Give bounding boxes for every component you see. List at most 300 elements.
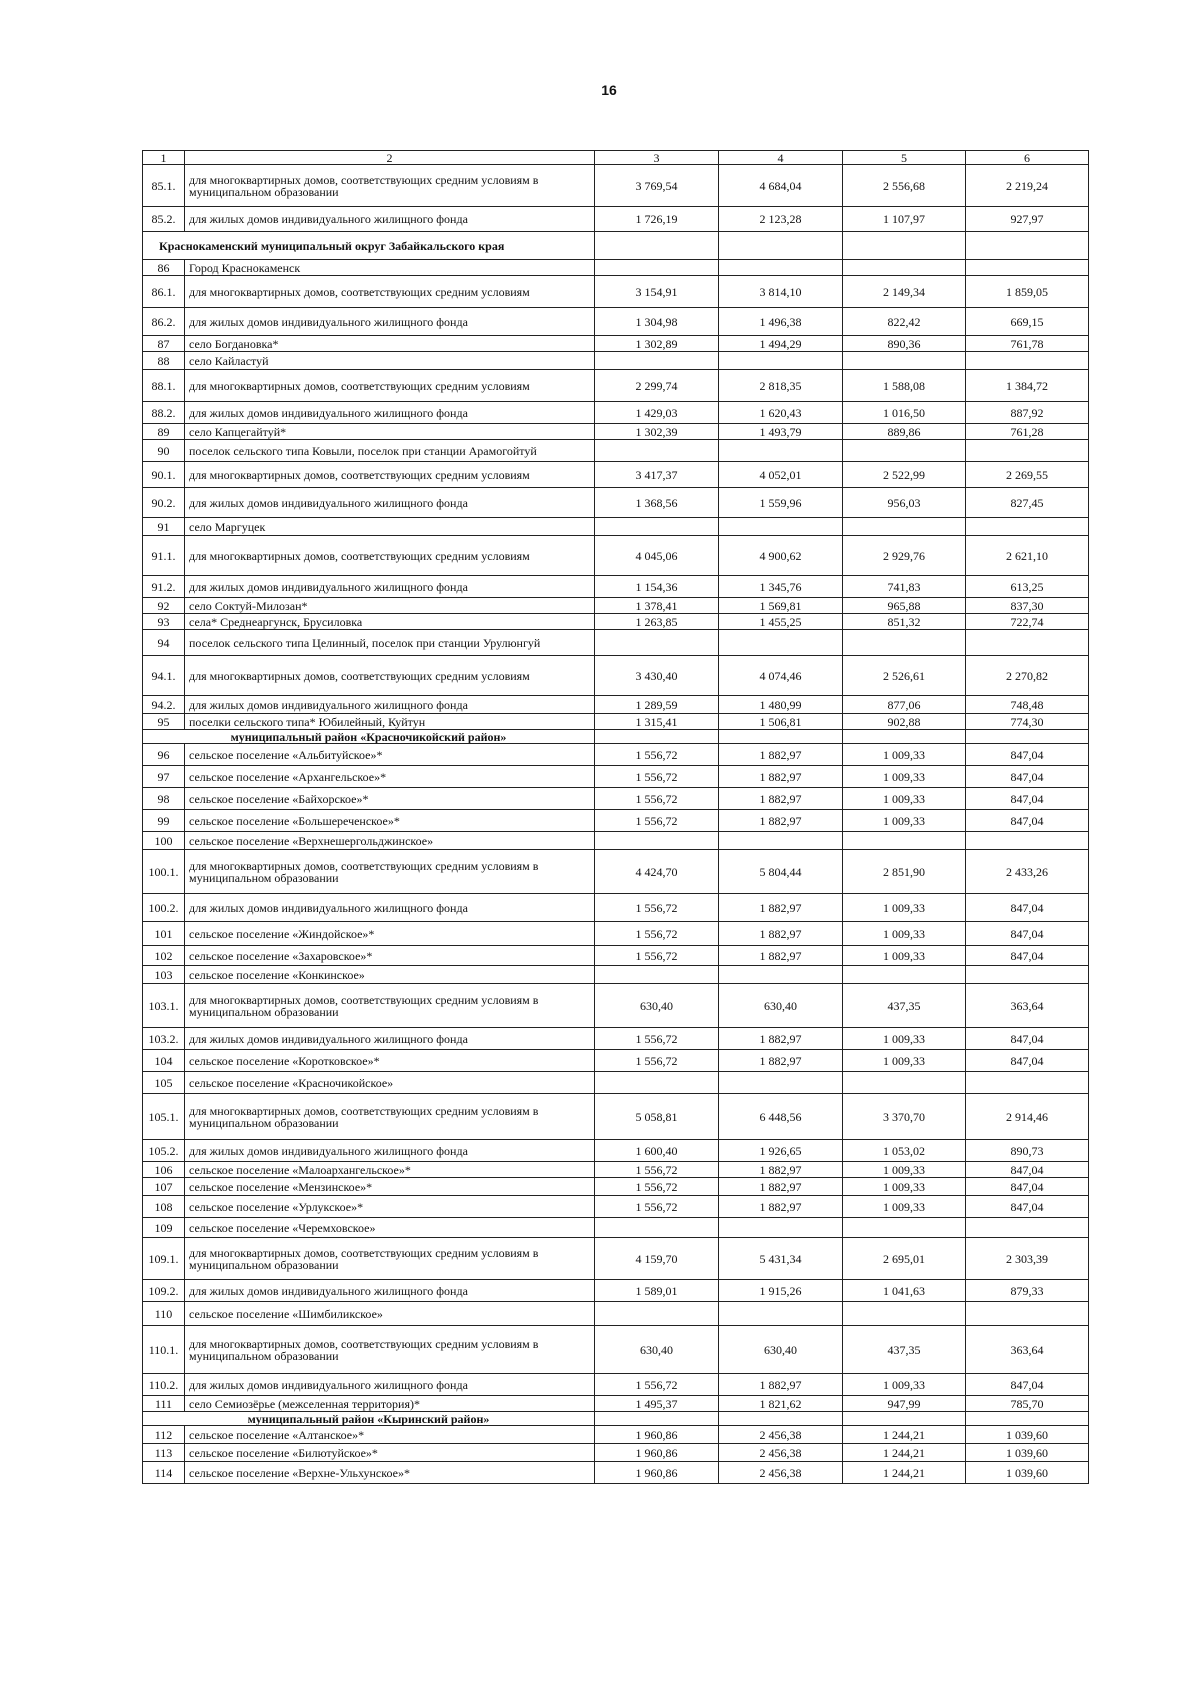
table-row [143, 1280, 1089, 1302]
section-row [143, 1412, 1089, 1426]
value-cell: 363,64 [966, 984, 1089, 1028]
row-number: 91.2. [143, 576, 185, 598]
row-label: для многоквартирных домов, соответствующих средним условиям [185, 536, 595, 576]
empty-cell [966, 232, 1089, 260]
value-cell: 1 821,62 [719, 1396, 843, 1412]
table-row [143, 766, 1089, 788]
value-cell: 2 303,39 [966, 1238, 1089, 1280]
value-cell: 1 882,97 [719, 1162, 843, 1178]
value-cell [719, 630, 843, 656]
row-label: поселки сельского типа* Юбилейный, Куйтун [185, 714, 595, 730]
value-cell: 1 009,33 [843, 1178, 966, 1196]
row-label: для жилых домов индивидуального жилищного фонда [185, 696, 595, 714]
value-cell [843, 1218, 966, 1238]
value-cell: 847,04 [966, 788, 1089, 810]
value-cell: 1 455,25 [719, 614, 843, 630]
value-cell: 1 556,72 [595, 1162, 719, 1178]
row-label: село Богдановка* [185, 336, 595, 352]
value-cell: 3 430,40 [595, 656, 719, 696]
value-cell [966, 832, 1089, 850]
row-number: 109.1. [143, 1238, 185, 1280]
column-header: 1 [143, 151, 185, 165]
value-cell [966, 1302, 1089, 1326]
value-cell: 2 695,01 [843, 1238, 966, 1280]
row-label: сельское поселение «Байхорское»* [185, 788, 595, 810]
value-cell: 4 045,06 [595, 536, 719, 576]
value-cell: 761,78 [966, 336, 1089, 352]
section-row [143, 730, 1089, 744]
table-row [143, 207, 1089, 232]
section-title: Краснокаменский муниципальный округ Забайкальского края [143, 232, 595, 260]
value-cell: 1 495,37 [595, 1396, 719, 1412]
row-number: 98 [143, 788, 185, 810]
empty-cell [843, 232, 966, 260]
value-cell: 1 882,97 [719, 1374, 843, 1396]
row-number: 86.2. [143, 308, 185, 336]
value-cell: 1 039,60 [966, 1444, 1089, 1462]
value-cell [595, 832, 719, 850]
table-row [143, 832, 1089, 850]
value-cell: 1 556,72 [595, 1374, 719, 1396]
row-label: для многоквартирных домов, соответствующих средним условиям в муниципальном образовании [185, 1326, 595, 1374]
value-cell: 1 915,26 [719, 1280, 843, 1302]
row-number: 105.1. [143, 1094, 185, 1140]
value-cell: 1 859,05 [966, 276, 1089, 308]
value-cell: 2 818,35 [719, 370, 843, 402]
value-cell: 1 556,72 [595, 1050, 719, 1072]
value-cell: 1 882,97 [719, 1196, 843, 1218]
row-number: 111 [143, 1396, 185, 1412]
value-cell [843, 832, 966, 850]
row-number: 94 [143, 630, 185, 656]
table-row [143, 488, 1089, 518]
value-cell: 2 269,55 [966, 462, 1089, 488]
value-cell: 1 009,33 [843, 894, 966, 922]
empty-cell [843, 730, 966, 744]
value-cell: 630,40 [719, 984, 843, 1028]
row-number: 100 [143, 832, 185, 850]
table-row [143, 1050, 1089, 1072]
value-cell: 889,86 [843, 424, 966, 440]
row-label: сельское поселение «Жиндойское»* [185, 922, 595, 946]
value-cell: 1 384,72 [966, 370, 1089, 402]
value-cell: 748,48 [966, 696, 1089, 714]
value-cell: 1 244,21 [843, 1426, 966, 1444]
table-row [143, 850, 1089, 894]
row-label: для многоквартирных домов, соответствующих средним условиям [185, 276, 595, 308]
row-label: для многоквартирных домов, соответствующих средним условиям в муниципальном образовании [185, 1238, 595, 1280]
row-number: 103 [143, 966, 185, 984]
row-label: село Соктуй-Милозан* [185, 598, 595, 614]
value-cell: 1 009,33 [843, 788, 966, 810]
value-cell: 1 882,97 [719, 810, 843, 832]
row-label: для жилых домов индивидуального жилищного фонда [185, 1140, 595, 1162]
empty-cell [719, 1412, 843, 1426]
value-cell: 1 480,99 [719, 696, 843, 714]
value-cell [843, 260, 966, 276]
value-cell [843, 518, 966, 536]
value-cell: 1 960,86 [595, 1444, 719, 1462]
table-row [143, 1444, 1089, 1462]
value-cell: 847,04 [966, 922, 1089, 946]
table-row [143, 1462, 1089, 1484]
value-cell [719, 260, 843, 276]
value-cell: 847,04 [966, 1374, 1089, 1396]
table-row [143, 370, 1089, 402]
value-cell: 1 378,41 [595, 598, 719, 614]
row-label: для жилых домов индивидуального жилищного фонда [185, 576, 595, 598]
row-number: 112 [143, 1426, 185, 1444]
row-number: 94.1. [143, 656, 185, 696]
value-cell [966, 440, 1089, 462]
value-cell: 1 882,97 [719, 894, 843, 922]
row-number: 100.2. [143, 894, 185, 922]
value-cell: 3 154,91 [595, 276, 719, 308]
empty-cell [595, 232, 719, 260]
row-label: поселок сельского типа Ковыли, поселок при станции Арамогойтуй [185, 440, 595, 462]
value-cell: 1 559,96 [719, 488, 843, 518]
row-number: 96 [143, 744, 185, 766]
value-cell: 2 929,76 [843, 536, 966, 576]
row-number: 105 [143, 1072, 185, 1094]
value-cell: 1 960,86 [595, 1426, 719, 1444]
value-cell: 1 429,03 [595, 402, 719, 424]
value-cell [719, 1302, 843, 1326]
table-row [143, 308, 1089, 336]
row-label: Город Краснокаменск [185, 260, 595, 276]
row-number: 85.2. [143, 207, 185, 232]
table-row [143, 946, 1089, 966]
value-cell: 3 769,54 [595, 165, 719, 207]
value-cell: 827,45 [966, 488, 1089, 518]
table-row [143, 536, 1089, 576]
row-number: 109.2. [143, 1280, 185, 1302]
table-row [143, 810, 1089, 832]
value-cell: 1 039,60 [966, 1462, 1089, 1484]
row-label: сельское поселение «Верхне-Ульхунское»* [185, 1462, 595, 1484]
value-cell [966, 352, 1089, 370]
value-cell: 847,04 [966, 1028, 1089, 1050]
empty-cell [966, 730, 1089, 744]
value-cell: 890,73 [966, 1140, 1089, 1162]
table-row [143, 966, 1089, 984]
row-number: 85.1. [143, 165, 185, 207]
table-row [143, 744, 1089, 766]
value-cell: 1 315,41 [595, 714, 719, 730]
value-cell: 847,04 [966, 1178, 1089, 1196]
row-label: для жилых домов индивидуального жилищного фонда [185, 1280, 595, 1302]
value-cell: 822,42 [843, 308, 966, 336]
value-cell: 2 526,61 [843, 656, 966, 696]
value-cell: 2 851,90 [843, 850, 966, 894]
value-cell: 2 270,82 [966, 656, 1089, 696]
column-header: 2 [185, 151, 595, 165]
value-cell: 851,32 [843, 614, 966, 630]
table-row [143, 440, 1089, 462]
row-label: сельское поселение «Конкинское» [185, 966, 595, 984]
value-cell [966, 966, 1089, 984]
value-cell: 5 058,81 [595, 1094, 719, 1140]
row-number: 93 [143, 614, 185, 630]
value-cell: 847,04 [966, 946, 1089, 966]
value-cell: 1 556,72 [595, 1178, 719, 1196]
table-row [143, 984, 1089, 1028]
table-row [143, 336, 1089, 352]
value-cell: 2 456,38 [719, 1426, 843, 1444]
value-cell: 5 431,34 [719, 1238, 843, 1280]
empty-cell [966, 1412, 1089, 1426]
table-row [143, 1140, 1089, 1162]
row-number: 99 [143, 810, 185, 832]
tariff-table [142, 150, 1089, 1484]
table-row [143, 1028, 1089, 1050]
value-cell: 1 882,97 [719, 946, 843, 966]
row-label: сельское поселение «Захаровское»* [185, 946, 595, 966]
row-label: для жилых домов индивидуального жилищного фонда [185, 1374, 595, 1396]
value-cell: 1 009,33 [843, 744, 966, 766]
value-cell [719, 832, 843, 850]
value-cell [719, 966, 843, 984]
table-row [143, 1094, 1089, 1140]
table-row [143, 1374, 1089, 1396]
value-cell: 2 456,38 [719, 1462, 843, 1484]
value-cell: 4 052,01 [719, 462, 843, 488]
value-cell: 1 926,65 [719, 1140, 843, 1162]
row-label: сельское поселение «Архангельское»* [185, 766, 595, 788]
value-cell: 630,40 [595, 984, 719, 1028]
value-cell: 761,28 [966, 424, 1089, 440]
value-cell: 965,88 [843, 598, 966, 614]
row-number: 92 [143, 598, 185, 614]
value-cell [595, 1302, 719, 1326]
value-cell: 4 159,70 [595, 1238, 719, 1280]
value-cell [595, 966, 719, 984]
value-cell: 847,04 [966, 1196, 1089, 1218]
row-label: сельское поселение «Малоархангельское»* [185, 1162, 595, 1178]
row-label: сельское поселение «Красночикойское» [185, 1072, 595, 1094]
table-row [143, 614, 1089, 630]
value-cell: 1 496,38 [719, 308, 843, 336]
value-cell: 630,40 [595, 1326, 719, 1374]
value-cell: 1 588,08 [843, 370, 966, 402]
table-row [143, 1072, 1089, 1094]
table-row [143, 165, 1089, 207]
value-cell: 956,03 [843, 488, 966, 518]
value-cell: 1 289,59 [595, 696, 719, 714]
value-cell [719, 1218, 843, 1238]
table-row [143, 788, 1089, 810]
row-label: для многоквартирных домов, соответствующих средним условиям [185, 370, 595, 402]
value-cell: 4 684,04 [719, 165, 843, 207]
row-number: 104 [143, 1050, 185, 1072]
value-cell: 1 009,33 [843, 1028, 966, 1050]
row-label: сельское поселение «Коротковское»* [185, 1050, 595, 1072]
value-cell: 1 009,33 [843, 766, 966, 788]
value-cell: 1 302,89 [595, 336, 719, 352]
value-cell [966, 1218, 1089, 1238]
value-cell [595, 260, 719, 276]
value-cell: 1 882,97 [719, 766, 843, 788]
value-cell: 785,70 [966, 1396, 1089, 1412]
page-number: 16 [601, 82, 617, 98]
row-label: сельское поселение «Верхнешергольджинское» [185, 832, 595, 850]
value-cell: 2 149,34 [843, 276, 966, 308]
table-row [143, 576, 1089, 598]
row-label: сельское поселение «Большереченское»* [185, 810, 595, 832]
row-number: 105.2. [143, 1140, 185, 1162]
value-cell: 847,04 [966, 1162, 1089, 1178]
value-cell: 1 244,21 [843, 1444, 966, 1462]
row-label: село Кайластуй [185, 352, 595, 370]
value-cell: 669,15 [966, 308, 1089, 336]
value-cell: 1 506,81 [719, 714, 843, 730]
table-row [143, 276, 1089, 308]
table-row [143, 1218, 1089, 1238]
value-cell: 1 368,56 [595, 488, 719, 518]
value-cell: 4 424,70 [595, 850, 719, 894]
value-cell: 1 882,97 [719, 788, 843, 810]
value-cell: 2 556,68 [843, 165, 966, 207]
row-number: 109 [143, 1218, 185, 1238]
column-header: 5 [843, 151, 966, 165]
value-cell: 1 345,76 [719, 576, 843, 598]
row-label: села* Среднеаргунск, Брусиловка [185, 614, 595, 630]
value-cell: 837,30 [966, 598, 1089, 614]
value-cell: 1 556,72 [595, 744, 719, 766]
value-cell: 3 370,70 [843, 1094, 966, 1140]
value-cell: 1 726,19 [595, 207, 719, 232]
value-cell [595, 440, 719, 462]
table-row [143, 352, 1089, 370]
row-number: 110 [143, 1302, 185, 1326]
row-number: 89 [143, 424, 185, 440]
row-number: 110.2. [143, 1374, 185, 1396]
value-cell: 4 074,46 [719, 656, 843, 696]
row-number: 106 [143, 1162, 185, 1178]
row-number: 103.2. [143, 1028, 185, 1050]
value-cell: 1 960,86 [595, 1462, 719, 1484]
value-cell [719, 518, 843, 536]
value-cell: 1 041,63 [843, 1280, 966, 1302]
value-cell: 722,74 [966, 614, 1089, 630]
value-cell: 847,04 [966, 810, 1089, 832]
table-row [143, 1162, 1089, 1178]
row-number: 90 [143, 440, 185, 462]
row-label: для многоквартирных домов, соответствующих средним условиям в муниципальном образовании [185, 984, 595, 1028]
value-cell: 1 882,97 [719, 744, 843, 766]
table-row [143, 1196, 1089, 1218]
value-cell: 847,04 [966, 894, 1089, 922]
row-number: 87 [143, 336, 185, 352]
value-cell [843, 440, 966, 462]
table-row [143, 1426, 1089, 1444]
table-body [143, 151, 1089, 1484]
row-number: 95 [143, 714, 185, 730]
value-cell: 741,83 [843, 576, 966, 598]
value-cell: 437,35 [843, 1326, 966, 1374]
value-cell: 1 009,33 [843, 1374, 966, 1396]
value-cell: 2 123,28 [719, 207, 843, 232]
value-cell [966, 630, 1089, 656]
table-row [143, 1326, 1089, 1374]
value-cell: 1 556,72 [595, 894, 719, 922]
row-number: 88.1. [143, 370, 185, 402]
table-row [143, 656, 1089, 696]
column-header: 6 [966, 151, 1089, 165]
value-cell: 1 589,01 [595, 1280, 719, 1302]
value-cell: 2 914,46 [966, 1094, 1089, 1140]
row-label: для многоквартирных домов, соответствующих средним условиям в муниципальном образовании [185, 165, 595, 207]
row-number: 90.1. [143, 462, 185, 488]
row-label: сельское поселение «Мензинское»* [185, 1178, 595, 1196]
empty-cell [719, 730, 843, 744]
table-row [143, 714, 1089, 730]
value-cell [843, 352, 966, 370]
value-cell [595, 518, 719, 536]
empty-cell [843, 1412, 966, 1426]
value-cell: 6 448,56 [719, 1094, 843, 1140]
value-cell: 5 804,44 [719, 850, 843, 894]
value-cell [843, 966, 966, 984]
row-number: 94.2. [143, 696, 185, 714]
value-cell: 1 009,33 [843, 810, 966, 832]
value-cell: 890,36 [843, 336, 966, 352]
table-row [143, 402, 1089, 424]
value-cell: 3 417,37 [595, 462, 719, 488]
value-cell: 2 219,24 [966, 165, 1089, 207]
table-row [143, 1396, 1089, 1412]
value-cell: 2 621,10 [966, 536, 1089, 576]
value-cell: 437,35 [843, 984, 966, 1028]
value-cell [595, 1218, 719, 1238]
row-label: для многоквартирных домов, соответствующих средним условиям в муниципальном образовании [185, 1094, 595, 1140]
value-cell: 1 016,50 [843, 402, 966, 424]
value-cell: 363,64 [966, 1326, 1089, 1374]
value-cell [719, 1072, 843, 1094]
row-label: село Маргуцек [185, 518, 595, 536]
value-cell: 877,06 [843, 696, 966, 714]
row-number: 88 [143, 352, 185, 370]
value-cell [595, 1072, 719, 1094]
value-cell [595, 352, 719, 370]
row-label: сельское поселение «Шимбиликское» [185, 1302, 595, 1326]
value-cell: 1 009,33 [843, 922, 966, 946]
row-number: 113 [143, 1444, 185, 1462]
row-label: для многоквартирных домов, соответствующих средним условиям в муниципальном образовании [185, 850, 595, 894]
value-cell: 1 600,40 [595, 1140, 719, 1162]
value-cell: 613,25 [966, 576, 1089, 598]
value-cell: 1 556,72 [595, 810, 719, 832]
table-row [143, 260, 1089, 276]
empty-cell [595, 1412, 719, 1426]
row-number: 108 [143, 1196, 185, 1218]
row-label: сельское поселение «Алтанское»* [185, 1426, 595, 1444]
value-cell: 1 494,29 [719, 336, 843, 352]
value-cell: 1 302,39 [595, 424, 719, 440]
row-number: 86.1. [143, 276, 185, 308]
value-cell: 2 522,99 [843, 462, 966, 488]
value-cell: 1 009,33 [843, 1050, 966, 1072]
value-cell: 887,92 [966, 402, 1089, 424]
value-cell: 774,30 [966, 714, 1089, 730]
value-cell: 927,97 [966, 207, 1089, 232]
row-label: село Семиозёрье (межселенная территория)* [185, 1396, 595, 1412]
row-label: для многоквартирных домов, соответствующих средним условиям [185, 462, 595, 488]
value-cell: 630,40 [719, 1326, 843, 1374]
value-cell: 1 009,33 [843, 1196, 966, 1218]
value-cell: 847,04 [966, 766, 1089, 788]
value-cell: 1 107,97 [843, 207, 966, 232]
